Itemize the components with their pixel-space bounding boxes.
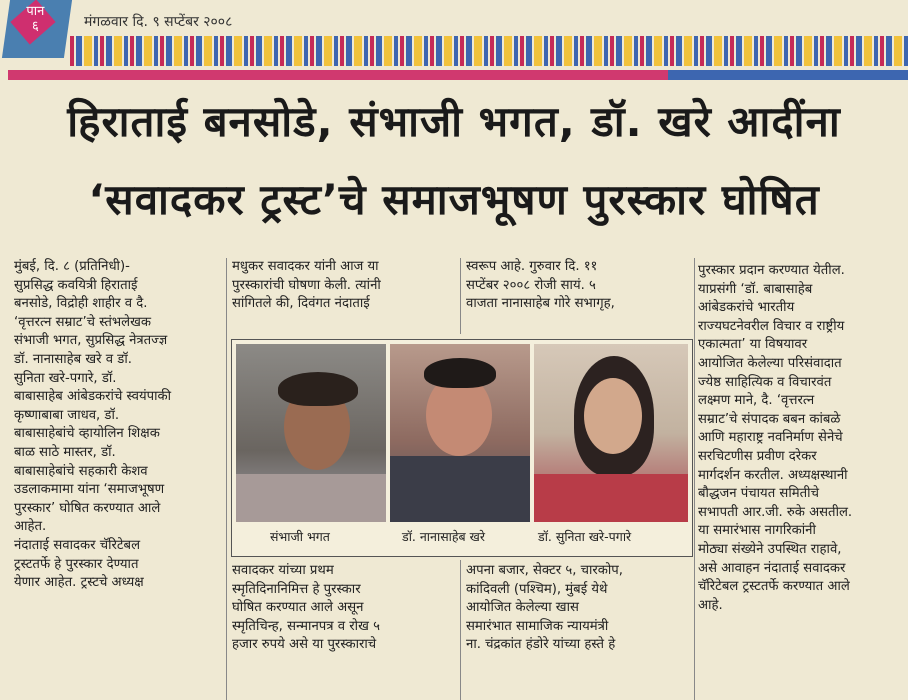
article-line: डॉ. नानासाहेब खरे व डॉ. xyxy=(14,351,132,367)
blue-rule xyxy=(668,70,908,80)
article-line: या समारंभास नागरिकांनी xyxy=(698,523,816,539)
article-line: बाळ साठे मास्तर, डॉ. xyxy=(14,444,116,460)
article-line: कृष्णाबाबा जाधव, डॉ. xyxy=(14,407,120,423)
article-line: नंदाताई सवादकर चॅरिटेबल xyxy=(14,537,141,553)
column-2-top xyxy=(232,258,458,314)
column-divider xyxy=(460,258,461,334)
article-line: कांदिवली (पश्चिम), मुंबई येथे xyxy=(466,581,608,597)
article-line: पुरस्कारांची घोषणा केली. त्यांनी xyxy=(232,277,381,293)
article-line: सरचिटणीस प्रवीण दरेकर xyxy=(698,448,817,464)
page-number-tab xyxy=(2,0,72,58)
dateline: मंगळवार दि. ९ सप्टेंबर २००८ xyxy=(84,14,233,30)
article-line: अपना बजार, सेक्टर ५, चारकोप, xyxy=(466,563,623,578)
article-line: राज्यघटनेवरील विचार व राष्ट्रीय xyxy=(698,318,845,334)
article-line: पुरस्कार प्रदान करण्यात येतील. xyxy=(698,263,845,278)
article-line: बाबासाहेबांचे व्हायोलिन शिक्षक xyxy=(14,426,160,442)
article-line: सप्टेंबर २००८ रोजी सायं. ५ xyxy=(466,277,596,293)
photo-caption: डॉ. नानासाहेब खरे xyxy=(402,529,485,544)
article-line: आयोजित केलेल्या खास xyxy=(466,600,579,616)
column-divider xyxy=(460,560,461,700)
article-line: सांगितले की, दिवंगत नंदाताई xyxy=(232,296,370,312)
article-line: बाबासाहेब आंबेडकरांचे स्वयंपाकी xyxy=(14,389,172,405)
photo-caption: डॉ. सुनिता खरे-पगारे xyxy=(538,529,632,544)
photo-sambhaji-bhagat xyxy=(236,344,386,522)
photo-caption: संभाजी भगत xyxy=(270,529,330,544)
article-line: एकात्मता’ या विषयावर xyxy=(698,337,808,353)
article-line: हजार रुपये असे या पुरस्काराचे xyxy=(232,637,377,653)
article-line: आंबेडकरांचे भारतीय xyxy=(698,300,795,316)
article-line: मुंबई, दि. ८ (प्रतिनिधी)- xyxy=(14,259,130,274)
portrait-shirt xyxy=(236,474,386,522)
portrait-saree xyxy=(534,474,688,522)
headline-line-2: ‘सवादकर ट्रस्ट’चे समाजभूषण पुरस्कार घोषित xyxy=(88,175,820,224)
portrait-hair xyxy=(278,372,358,406)
pink-rule xyxy=(8,70,668,80)
article-line: ट्रस्टतर्फे हे पुरस्कार देण्यात xyxy=(14,556,139,572)
photo-nanasaheb-khare xyxy=(390,344,530,522)
article-line: सवादकर यांच्या प्रथम xyxy=(232,563,334,578)
article-line: समारंभात सामाजिक न्यायमंत्री xyxy=(466,618,609,634)
article-line: आणि महाराष्ट्र नवनिर्माण सेनेचे xyxy=(698,430,843,446)
decorative-band xyxy=(70,36,908,66)
article-line: सुनिता खरे-पगारे, डॉ. xyxy=(14,370,117,386)
article-line: स्वरूप आहे. गुरुवार दि. ११ xyxy=(466,259,598,274)
page-number-label xyxy=(13,4,57,34)
article-line: ज्येष्ठ साहित्यिक व विचारवंत xyxy=(698,374,832,390)
page-label: पान xyxy=(26,4,45,19)
article-line: ना. चंद्रकांत हंडोरे यांच्या हस्ते हे xyxy=(466,637,616,653)
article-line: मधुकर सवादकर यांनी आज या xyxy=(232,259,379,274)
article-line: सभापती आर.जी. रुके असतील. xyxy=(698,504,853,520)
column-2-bottom xyxy=(232,562,458,655)
column-1 xyxy=(14,258,224,593)
article-line: वाजता नानासाहेब गोरे सभागृह, xyxy=(466,296,615,312)
column-divider xyxy=(226,258,227,700)
photo-strip xyxy=(231,339,693,557)
article-line: लक्ष्मण माने, दै. ‘वृत्तरत्न xyxy=(698,393,815,409)
article-line: संभाजी भगत, सुप्रसिद्ध नेत्रतज्ज्ञ xyxy=(14,333,168,349)
article-line: मार्गदर्शन करतील. अध्यक्षस्थानी xyxy=(698,467,848,483)
article-line: स्मृतिदिनानिमित्त हे पुरस्कार xyxy=(232,581,361,597)
article-line: ‘वृत्तरत्न सम्राट’चे स्तंभलेखक xyxy=(14,314,151,330)
portrait-hair xyxy=(424,358,496,388)
column-3-top xyxy=(466,258,692,314)
article-line: आयोजित केलेल्या परिसंवादात xyxy=(698,355,842,371)
photo-sunita-khare-pagare xyxy=(534,344,688,522)
article-line: असे आवाहन नंदाताई सवादकर xyxy=(698,560,846,576)
article-line: सुप्रसिद्ध कवयित्री हिराताई xyxy=(14,277,138,293)
column-divider xyxy=(694,258,695,700)
article-line: बाबासाहेबांचे सहकारी केशव xyxy=(14,463,148,479)
article-line: आहे. xyxy=(698,597,723,613)
portrait-suit xyxy=(390,456,530,522)
article-line: घोषित करण्यात आले असून xyxy=(232,600,364,616)
article-line: सम्राट’चे संपादक बबन कांबळे xyxy=(698,411,841,427)
article-line: बौद्धजन पंचायत समितीचे xyxy=(698,486,819,502)
article-line: येणार आहेत. ट्रस्टचे अध्यक्ष xyxy=(14,575,144,591)
column-3-bottom xyxy=(466,562,692,655)
article-line: आहेत. xyxy=(14,519,47,535)
article-line: याप्रसंगी ‘डॉ. बाबासाहेब xyxy=(698,281,813,297)
page-number: ६ xyxy=(32,19,39,34)
article-line: उडलाकमामा यांना ‘समाजभूषण xyxy=(14,482,165,498)
article-line: बनसोडे, विद्रोही शाहीर व दै. xyxy=(14,296,148,312)
headline-line-1: हिराताई बनसोडे, संभाजी भगत, डॉ. खरे आदींना xyxy=(67,97,841,146)
article-line: स्मृतिचिन्ह, सन्मानपत्र व रोख ५ xyxy=(232,618,380,634)
article-line: मोठ्या संख्येने उपस्थित राहावे, xyxy=(698,541,842,557)
article-line: पुरस्कार’ घोषित करण्यात आले xyxy=(14,500,161,516)
portrait-face xyxy=(584,378,642,454)
article-line: चॅरिटेबल ट्रस्टतर्फे करण्यात आले xyxy=(698,579,850,595)
column-4 xyxy=(698,262,898,615)
